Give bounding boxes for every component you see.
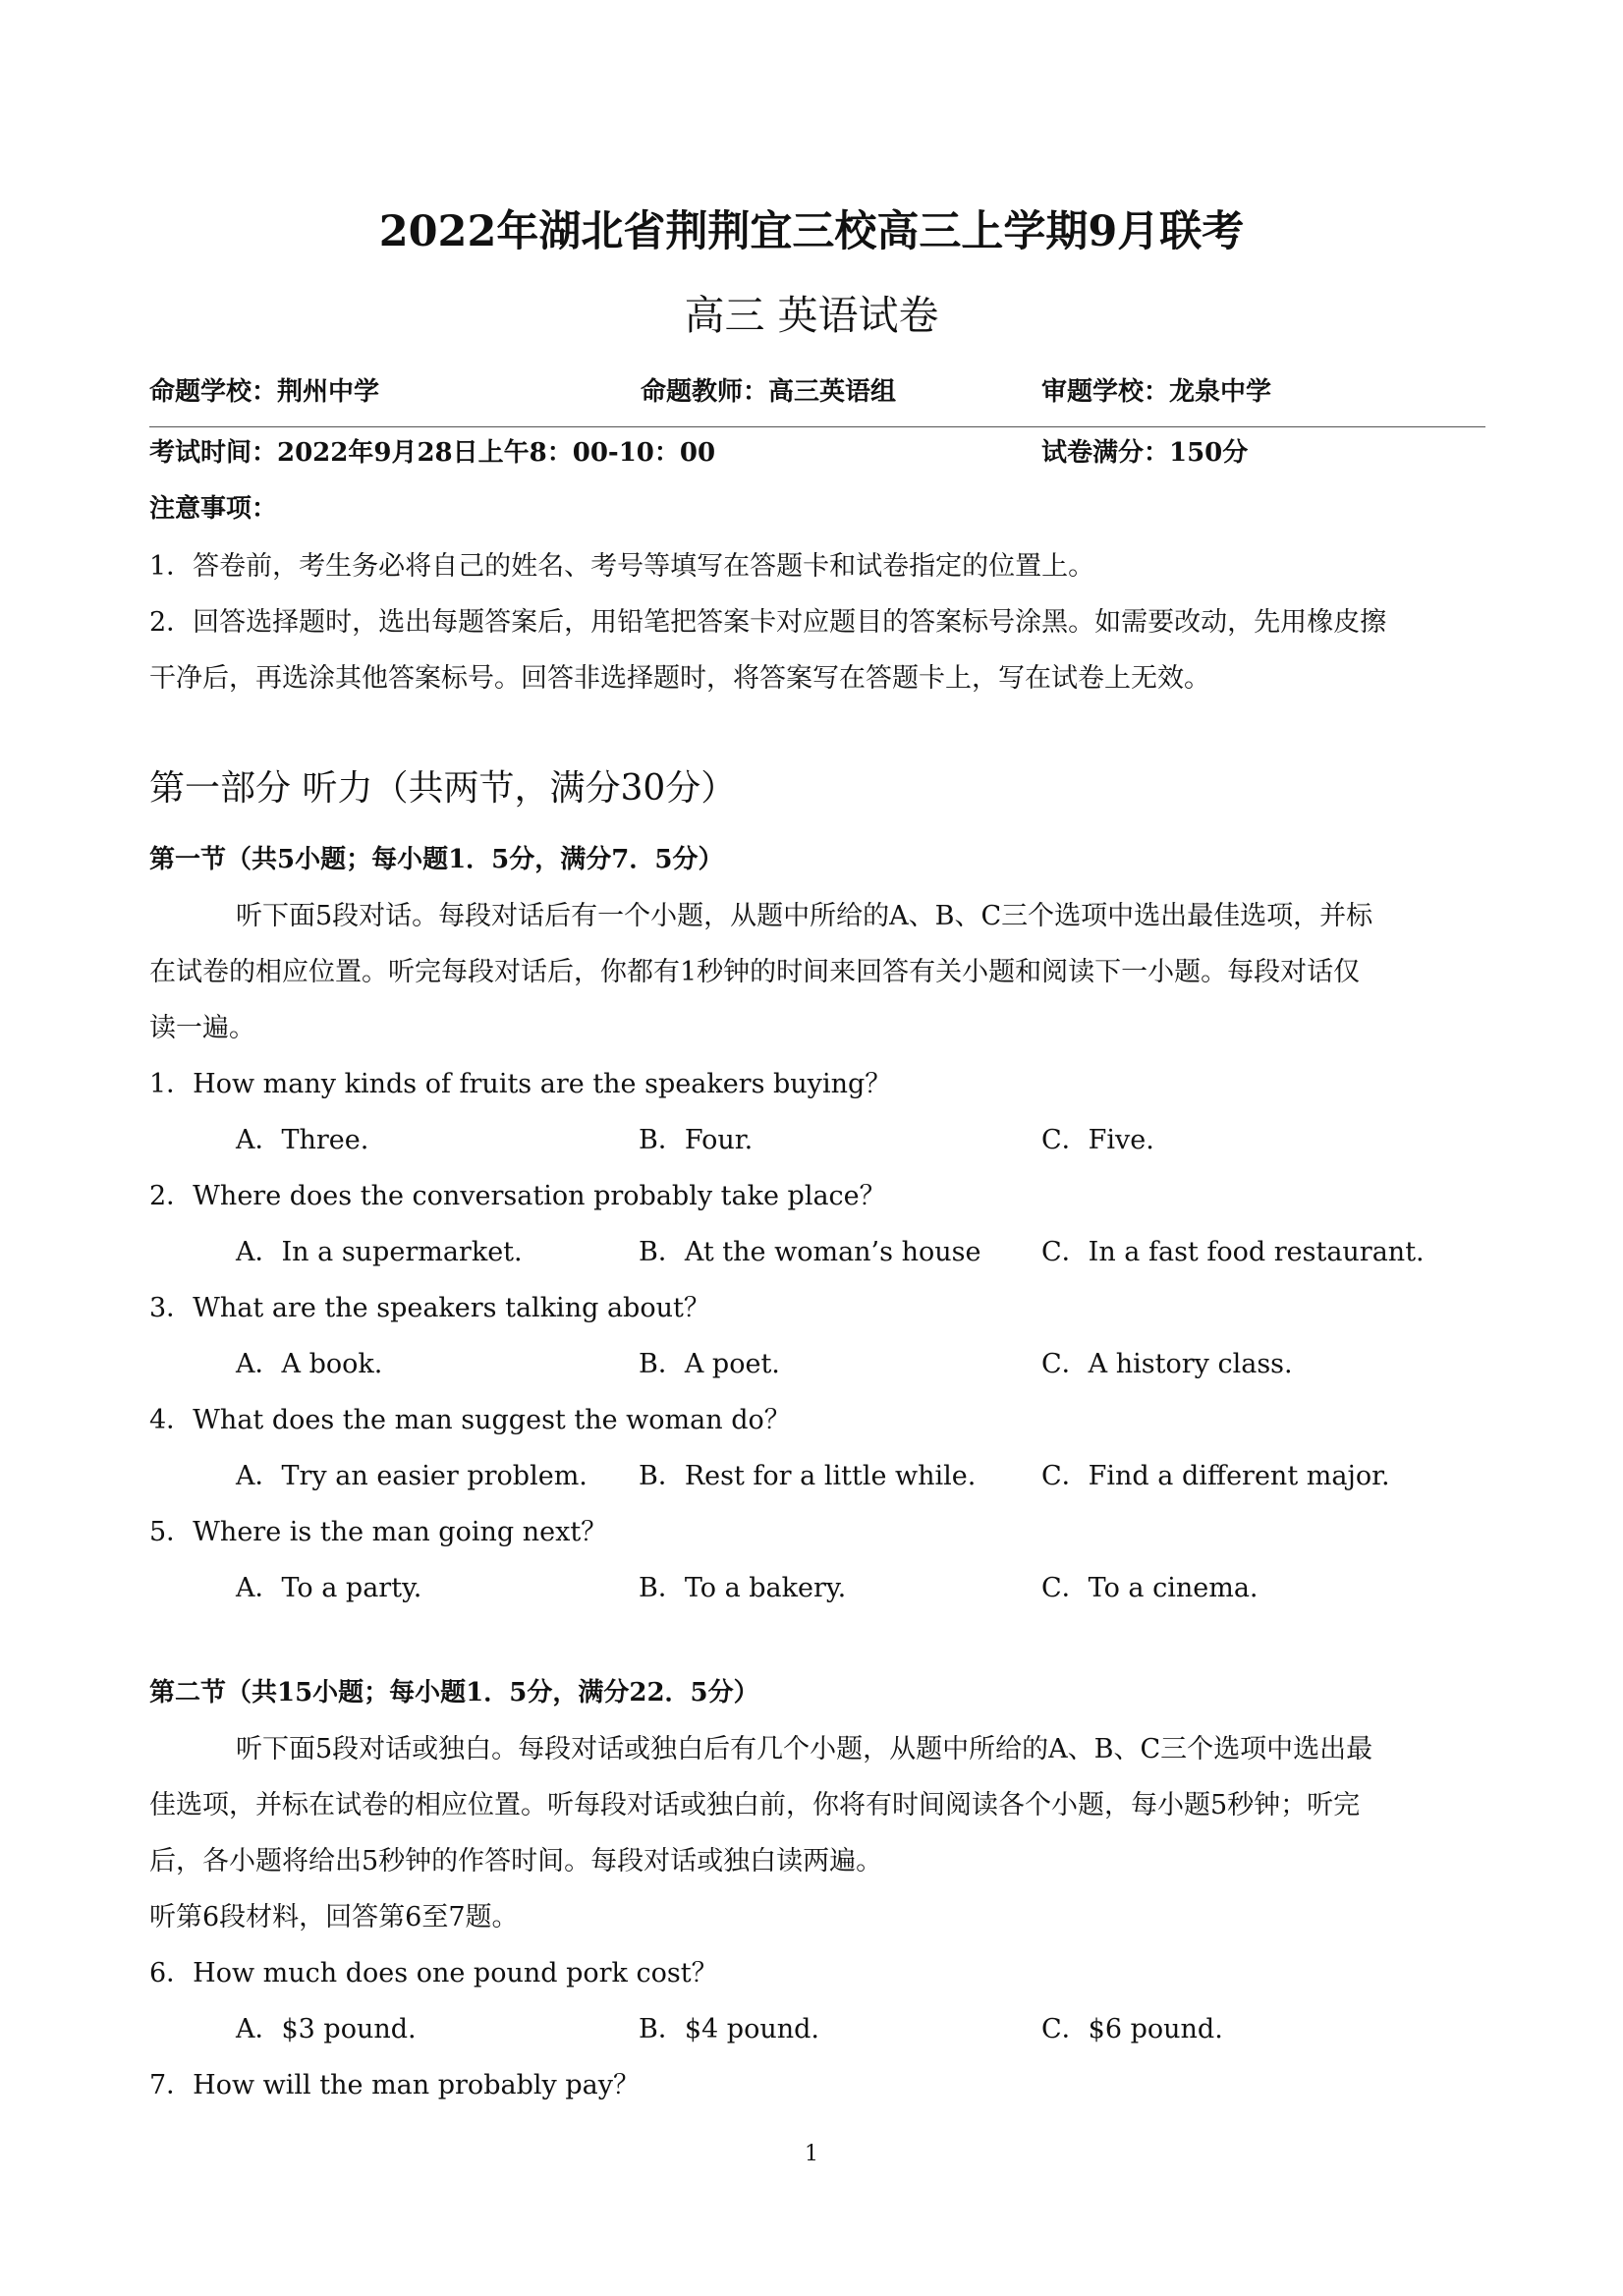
question-4: 4．What does the man suggest the woman do？ bbox=[149, 1405, 791, 1435]
q3-option-b: B．A poet. bbox=[639, 1349, 780, 1379]
question-7: 7．How will the man probably pay？ bbox=[149, 2070, 640, 2100]
question-5: 5．Where is the man going next？ bbox=[149, 1517, 608, 1547]
note-item-2-line-1: 2．回答选择题时，选出每题答案后，用铅笔把答案卡对应题目的答案标号涂黑。如需要改动，先用橡皮擦 bbox=[149, 607, 1387, 638]
q3-option-a: A．A book. bbox=[236, 1349, 383, 1379]
q5-option-c: C．To a cinema. bbox=[1041, 1573, 1259, 1603]
setter-teacher: 命题教师：高三英语组 bbox=[641, 377, 897, 407]
part-1-title: 第一部分 听力（共两节，满分30分） bbox=[149, 768, 737, 809]
q4-option-b: B．Rest for a little while. bbox=[639, 1461, 977, 1491]
q1-option-c: C．Five. bbox=[1041, 1125, 1154, 1155]
question-1: 1．How many kinds of fruits are the speakers buying？ bbox=[149, 1069, 892, 1099]
q2-option-a: A．In a supermarket. bbox=[236, 1237, 523, 1267]
section-1-instruction-line-2: 在试卷的相应位置。听完每段对话后，你都有1秒钟的时间来回答有关小题和阅读下一小题。每段对话仅 bbox=[149, 957, 1361, 987]
question-3: 3．What are the speakers talking about？ bbox=[149, 1293, 710, 1323]
q1-option-b: B．Four. bbox=[639, 1125, 754, 1155]
question-6: 6．How much does one pound pork cost？ bbox=[149, 1958, 718, 1988]
section-1-instruction-line-3: 读一遍。 bbox=[149, 1013, 255, 1043]
q6-option-c: C．$6 pound. bbox=[1041, 2014, 1223, 2044]
q2-option-b: B．At the woman’s house bbox=[639, 1237, 981, 1267]
page-number: 1 bbox=[805, 2142, 818, 2166]
section-1-heading: 第一节（共5小题；每小题1．5分，满分7．5分） bbox=[149, 845, 724, 874]
setter-school: 命题学校：荆州中学 bbox=[149, 377, 380, 407]
section-2-instruction-line-2: 佳选项，并标在试卷的相应位置。听每段对话或独白前，你将有时间阅读各个小题，每小题5秒钟；听完 bbox=[149, 1790, 1361, 1820]
q6-option-a: A．$3 pound. bbox=[236, 2014, 417, 2044]
exam-time: 考试时间：2022年9月28日上午8：00-10：00 bbox=[149, 438, 716, 468]
note-item-1: 1．答卷前，考生务必将自己的姓名、考号等填写在答题卡和试卷指定的位置上。 bbox=[149, 551, 1095, 582]
section-1-instruction-line-1: 听下面5段对话。每段对话后有一个小题，从题中所给的A、B、C三个选项中选出最佳选项，并标 bbox=[236, 901, 1373, 931]
note-item-2-line-2: 干净后，再选涂其他答案标号。回答非选择题时，将答案写在答题卡上，写在试卷上无效。 bbox=[149, 663, 1210, 694]
notes-heading: 注意事项： bbox=[149, 494, 278, 524]
q5-option-a: A．To a party. bbox=[236, 1573, 422, 1603]
q4-option-a: A．Try an easier problem. bbox=[236, 1461, 588, 1491]
question-2: 2．Where does the conversation probably take place？ bbox=[149, 1181, 886, 1211]
header-divider bbox=[149, 426, 1485, 427]
q5-option-b: B．To a bakery. bbox=[639, 1573, 847, 1603]
section-2-instruction-line-3: 后，各小题将给出5秒钟的作答时间。每段对话或独白读两遍。 bbox=[149, 1846, 883, 1876]
q4-option-c: C．Find a different major. bbox=[1041, 1461, 1390, 1491]
reviewer-school: 审题学校：龙泉中学 bbox=[1041, 377, 1272, 407]
q2-option-c: C．In a fast food restaurant. bbox=[1041, 1237, 1425, 1267]
total-score: 试卷满分：150分 bbox=[1041, 438, 1249, 468]
exam-title: 2022年湖北省荆荆宜三校高三上学期9月联考 bbox=[378, 207, 1245, 256]
section-2-heading: 第二节（共15小题；每小题1．5分，满分22．5分） bbox=[149, 1678, 759, 1708]
section-2-instruction-line-1: 听下面5段对话或独白。每段对话或独白后有几个小题，从题中所给的A、B、C三个选项中选出最 bbox=[236, 1734, 1373, 1764]
material-6-instruction: 听第6段材料，回答第6至7题。 bbox=[149, 1902, 519, 1932]
exam-subtitle: 高三 英语试卷 bbox=[684, 292, 939, 339]
q1-option-a: A．Three. bbox=[236, 1125, 369, 1155]
q6-option-b: B．$4 pound. bbox=[639, 2014, 819, 2044]
q3-option-c: C．A history class. bbox=[1041, 1349, 1293, 1379]
